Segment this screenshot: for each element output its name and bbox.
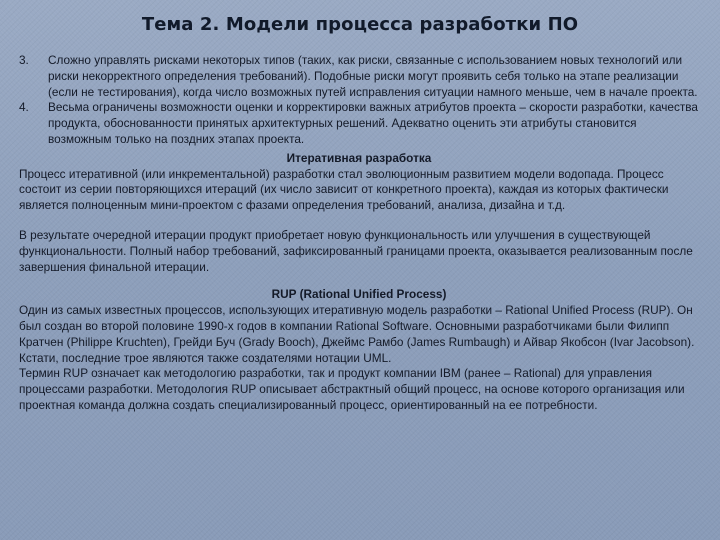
slide-content [19,53,699,414]
rup-paragraph: Один из самых известных процессов, использующих итеративную модель разработки – Rational Unified Process (RUP). Он был создан во второй половине 1990-х годов в компании Rational Software. Основными разработчиками были Филипп Кратчен (Philippe Kruchten), Грейди Буч (Grady Booch), Джеймс Рамбо (James Rumbaugh) и Айвар Якобсон (Ivar Jacobson). Кстати, последние трое являются также создателями нотации UML. [19,303,695,365]
list-item [19,100,699,147]
iterative-paragraph: Процесс итеративной (или инкрементальной) разработки стал эволюционным развитием модели водопада. Процесс состоит из серии повторяющихся итераций (их число зависит от конкретного проекта), каждая из которых фактически является полноценным мини-проектом с фазами определения требований, анализа, дизайна и т.д. [19,166,669,213]
list-item-text: Сложно управлять рисками некоторых типов (таких, как риски, связанные с использованием новых технологий или риски некорректного определения требований). Подобные риски могут проявить себя только на этапе реализации (если не тестирования), когда число возможных путей исправления ситуации намного меньше, чем в начале проекта. [48,53,698,99]
slide-title: Тема 2. Модели процесса разработки ПО [141,14,579,35]
list-item-text: Весьма ограничены возможности оценки и корректировки важных атрибутов проекта – скорости разработки, качества продукта, обоснованности принятых архитектурных решений. Адекватно оценить эти атрибуты становится возможным только на поздних этапах проекта. [48,100,698,146]
list-item-number: 4. [19,100,29,115]
rup-paragraph: Термин RUP означает как методологию разработки, так и продукт компании IBM (ранее – Rational) для управления процессами разработки. Методология RUP описывает абстрактный общий процесс, на основе которого организация или проектная команда должна создать специализированный процесс, ориентированный на ее потребности. [19,366,685,412]
list-item [19,53,699,100]
rup-heading: RUP (Rational Unified Process) [271,287,447,302]
list-item-number: 3. [19,53,29,67]
iterative-paragraph: В результате очередной итерации продукт приобретает новую функциональность или улучшения в существующей функциональности. Полный набор требований, зафиксированный границами проекта, оказывается реализованным после завершения финальной итерации. [19,227,693,274]
numbered-list [19,53,699,148]
iterative-heading: Итеративная разработка [286,150,432,165]
